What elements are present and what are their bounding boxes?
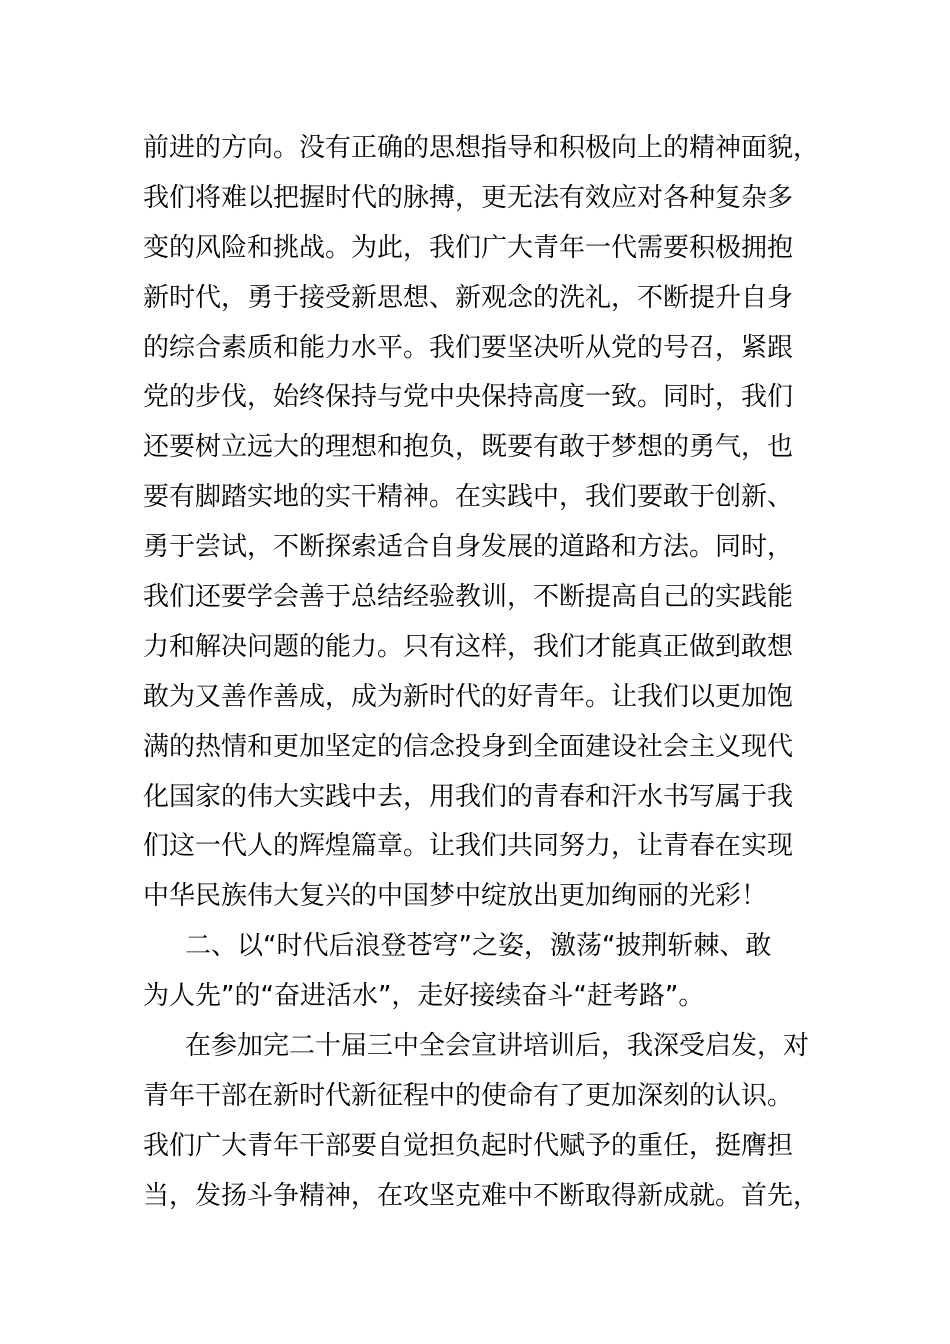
text-line: 还要树立远大的理想和抱负，既要有敢于梦想的勇气，也 — [143, 432, 794, 463]
text-line: 我们将难以把握时代的脉搏，更无法有效应对各种复杂多 — [143, 182, 794, 213]
text-line: 满的热情和更加坚定的信念投身到全面建设社会主义现代 — [143, 731, 794, 762]
text-line: 我们广大青年干部要自觉担负起时代赋予的重任，挺膺担 — [143, 1130, 794, 1161]
text-line: 我们还要学会善于总结经验教训，不断提高自己的实践能 — [143, 582, 794, 613]
text-line: 当，发扬斗争精神，在攻坚克难中不断取得新成就。首先， — [143, 1180, 820, 1211]
text-line: 的综合素质和能力水平。我们要坚决听从党的号召，紧跟 — [143, 332, 794, 363]
text-line: 变的风险和挑战。为此，我们广大青年一代需要积极拥抱 — [143, 232, 794, 263]
text-line: 党的步伐，始终保持与党中央保持高度一致。同时，我们 — [143, 382, 794, 413]
text-line: 青年干部在新时代新征程中的使命有了更加深刻的认识。 — [143, 1080, 794, 1111]
text-line: 化国家的伟大实践中去，用我们的青春和汗水书写属于我 — [143, 781, 794, 812]
text-line: 新时代，勇于接受新思想、新观念的洗礼，不断提升自身 — [143, 282, 794, 313]
text-line: 中华民族伟大复兴的中国梦中绽放出更加绚丽的光彩！ — [143, 881, 768, 912]
text-line: 在参加完二十届三中全会宣讲培训后，我深受启发，对 — [185, 1031, 810, 1062]
text-line: 们这一代人的辉煌篇章。让我们共同努力，让青春在实现 — [143, 831, 794, 862]
text-line: 力和解决问题的能力。只有这样，我们才能真正做到敢想 — [143, 631, 794, 662]
text-line: 敢为又善作善成，成为新时代的好青年。让我们以更加饱 — [143, 681, 794, 712]
text-line: 二、以“时代后浪登苍穹”之姿，激荡“披荆斩棘、敢 — [185, 931, 772, 962]
text-line: 前进的方向。没有正确的思想指导和积极向上的精神面貌， — [143, 133, 820, 163]
text-line: 为人先”的“奋进活水”，走好接续奋斗“赶考路”。 — [143, 981, 705, 1012]
body-text — [143, 124, 820, 1222]
text-line: 要有脚踏实地的实干精神。在实践中，我们要敢于创新、 — [143, 482, 794, 513]
text-line: 勇于尝试，不断探索适合自身发展的道路和方法。同时， — [143, 532, 794, 563]
